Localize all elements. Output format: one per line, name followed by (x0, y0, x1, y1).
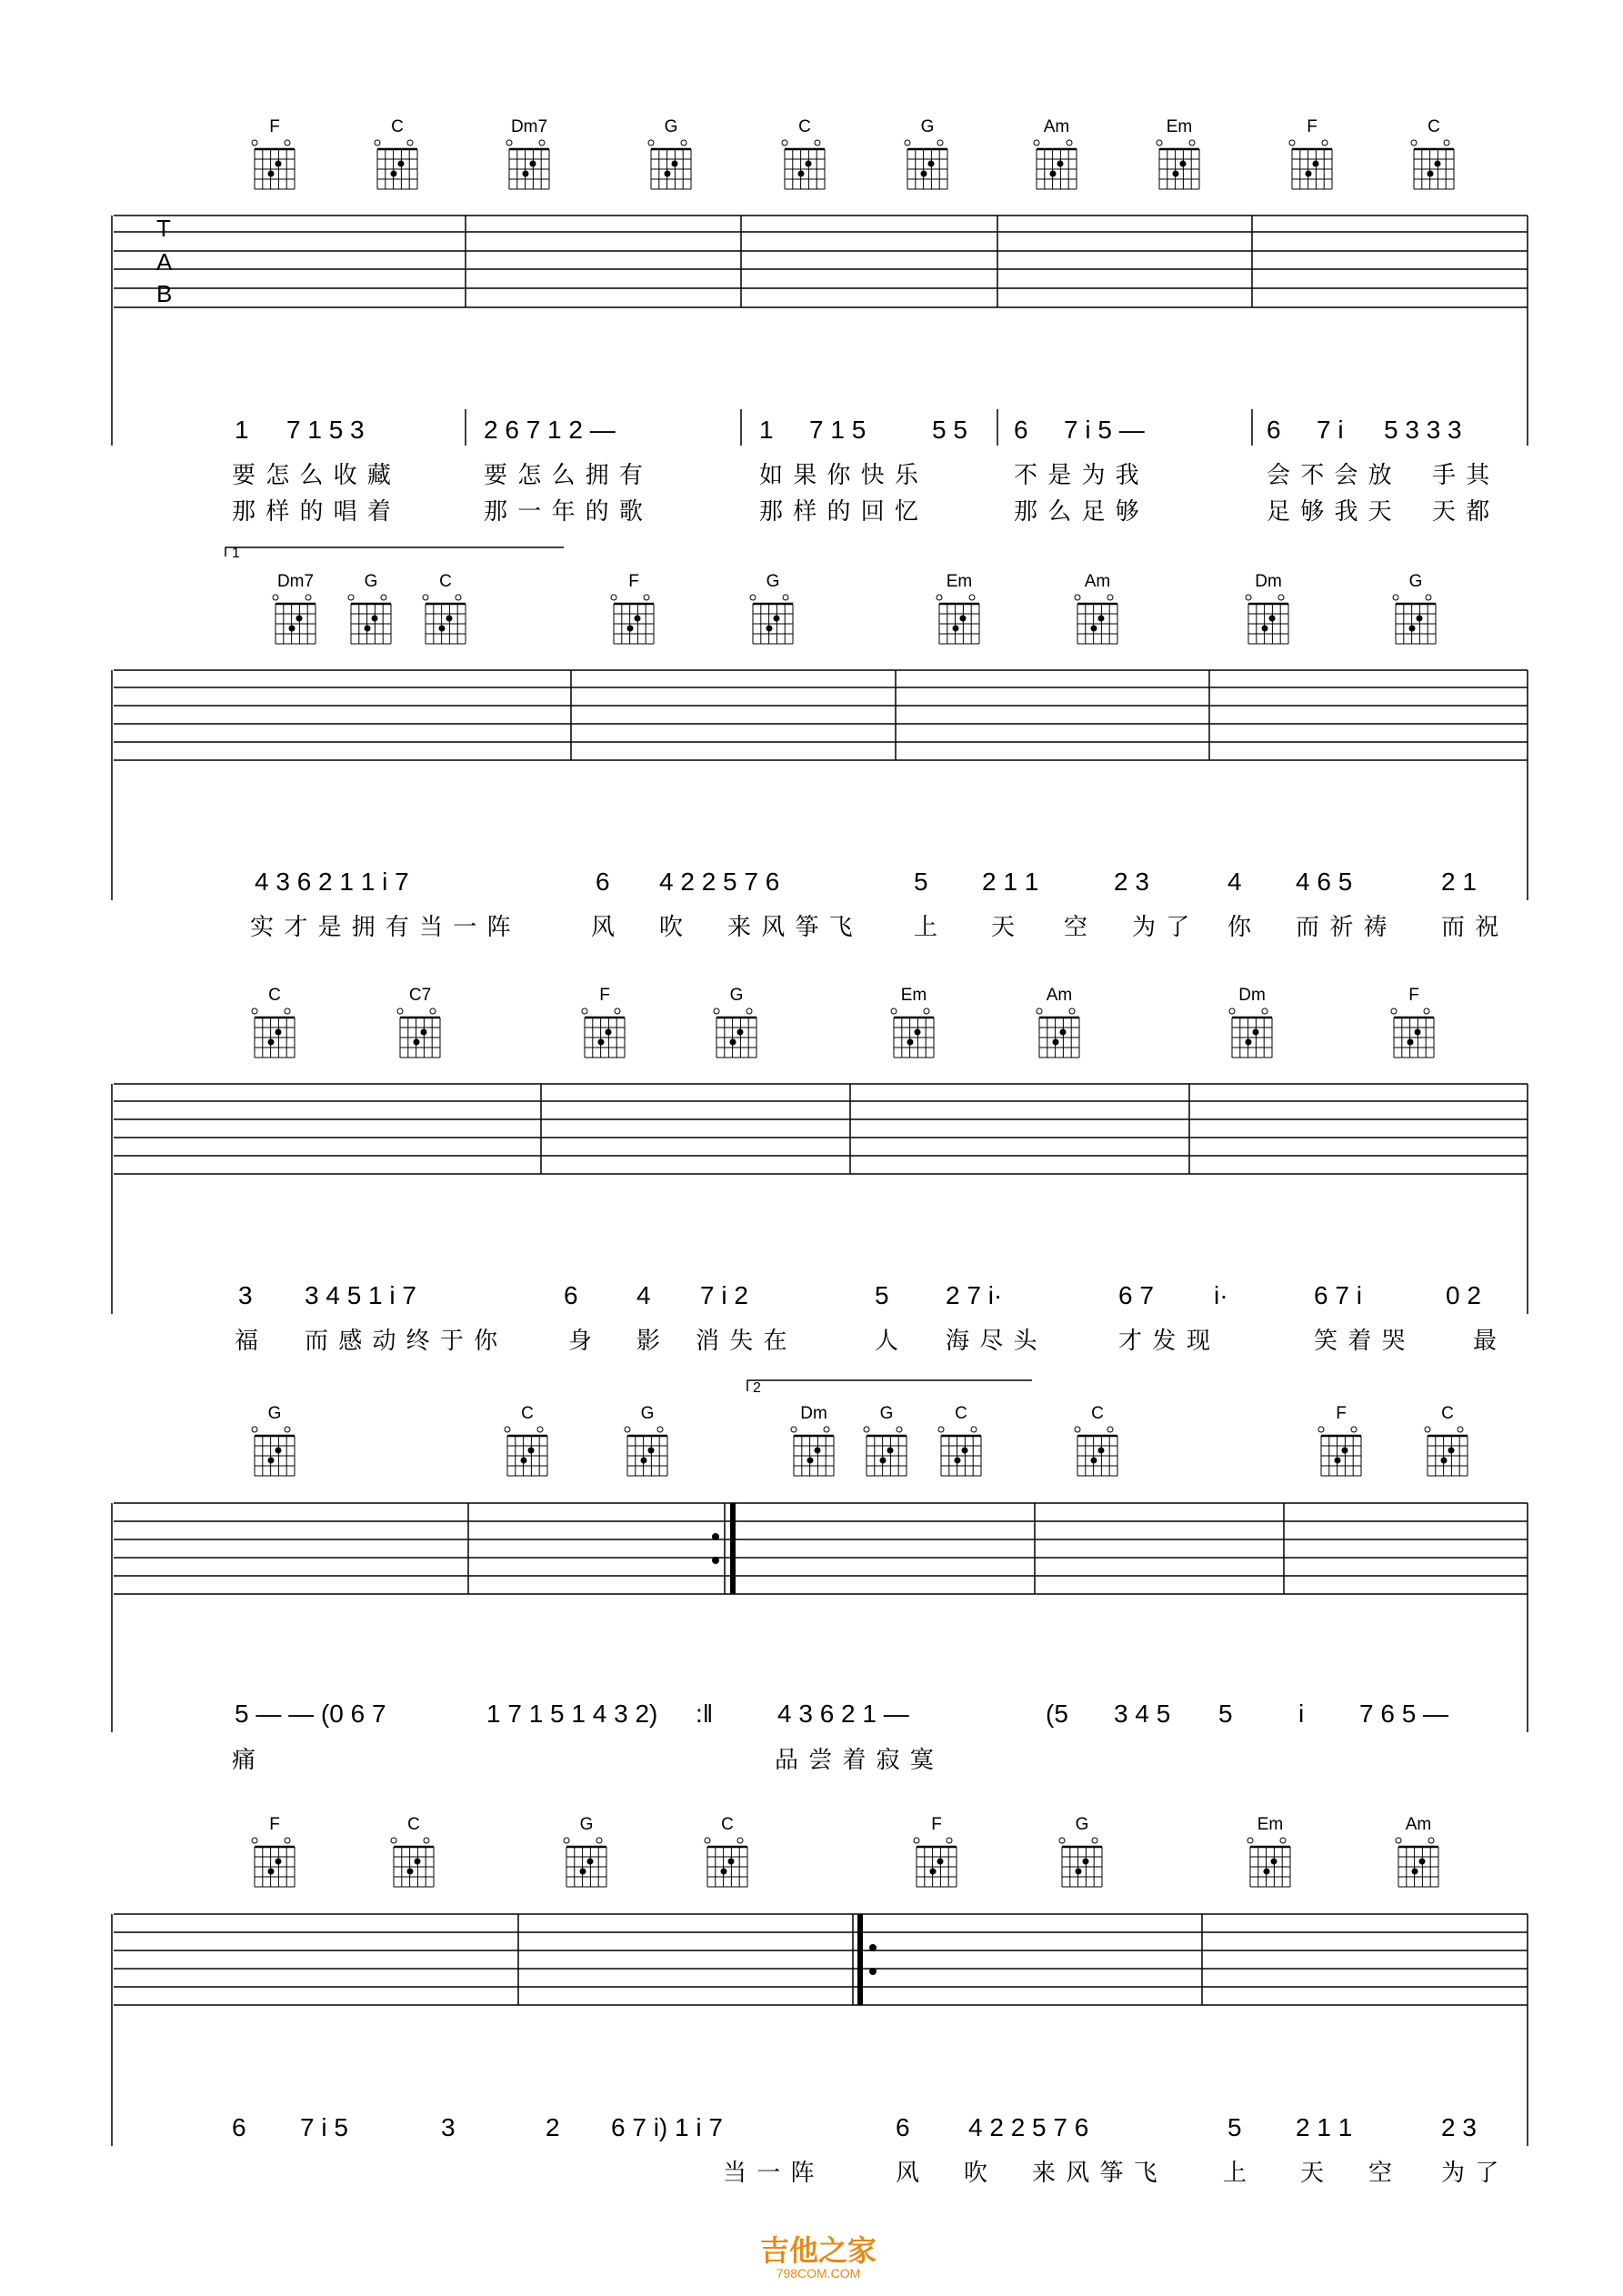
chord-diagram: F (597, 573, 670, 647)
chord-grid (1390, 1005, 1438, 1061)
chord-grid (863, 1423, 910, 1479)
chord-diagram: Dm (1232, 573, 1305, 647)
chord-diagram: Em (877, 987, 950, 1061)
chord-grid (1424, 1423, 1471, 1479)
chord-grid (347, 591, 395, 647)
chord-diagram: Am (1061, 573, 1134, 647)
chord-diagram: C (409, 573, 482, 647)
chord-grid (1392, 591, 1439, 647)
chord-diagram: Am (1020, 118, 1093, 193)
chord-grid (790, 1423, 837, 1479)
chord-grid (251, 136, 298, 193)
chord-diagram: C (1411, 1405, 1484, 1479)
watermark-logo: 吉他之家 (759, 2233, 877, 2268)
chord-diagram: Dm7 (493, 118, 566, 193)
chord-diagram: C (925, 1405, 997, 1479)
chord-grid (272, 591, 319, 647)
chord-diagram: C (768, 118, 841, 193)
chord-grid (1228, 1005, 1276, 1061)
chord-grid (251, 1423, 298, 1479)
chord-grid (704, 1834, 751, 1890)
chord-grid (647, 136, 695, 193)
lyrics-3: 福 而 感 动 终 于 你 身 影 消 失 在 人 海 尽 头 才 发 现 笑 着 哭 最 (235, 1327, 1499, 1354)
chord-grid (937, 1423, 985, 1479)
chord-grid (913, 1834, 960, 1890)
chord-diagram: Dm (777, 1405, 850, 1479)
chord-grid (890, 1005, 937, 1061)
chord-grid (936, 591, 983, 647)
chord-diagram: F (568, 987, 641, 1061)
lyrics-1b: 那 样 的 唱 着 那 一 年 的 歌 那 样 的 回 忆 那 么 足 够 足 够 我 天 天 都 (232, 497, 1492, 525)
chord-grid (396, 1005, 444, 1061)
watermark-url: 798COM.COM (776, 2266, 861, 2281)
chord-grid (374, 136, 421, 193)
site-watermark (746, 2228, 891, 2281)
chord-grid (251, 1834, 298, 1890)
chord-grid (422, 591, 469, 647)
chord-grid (1288, 136, 1336, 193)
chord-diagram: C (1398, 118, 1470, 193)
chord-diagram: F (1276, 118, 1348, 193)
chord-diagram: G (550, 1816, 623, 1890)
chord-diagram: G (635, 118, 707, 193)
chord-diagram: Dm (1216, 987, 1288, 1061)
lyrics-4: 痛 品 尝 着 寂 寞 (232, 1746, 936, 1773)
chord-diagram: Em (1234, 1816, 1307, 1890)
chord-diagram: C7 (384, 987, 456, 1061)
chord-grid (1058, 1834, 1106, 1890)
chord-grid (390, 1834, 437, 1890)
chord-diagram: G (891, 118, 964, 193)
chord-grid (1395, 1834, 1442, 1890)
chord-grid (1247, 1834, 1294, 1890)
chord-grid (610, 591, 657, 647)
chord-diagram: C (491, 1405, 564, 1479)
chord-grid (904, 136, 951, 193)
chord-diagram: Dm7 (259, 573, 332, 647)
chord-diagram: Em (1143, 118, 1216, 193)
chord-diagram: G (1046, 1816, 1118, 1890)
chord-diagram: Am (1023, 987, 1096, 1061)
chord-diagram: G (736, 573, 809, 647)
chord-row-1 (0, 118, 1623, 218)
chord-diagram: G (700, 987, 773, 1061)
chord-diagram: G (611, 1405, 684, 1479)
chord-diagram: G (850, 1405, 923, 1479)
lyrics-5: 当 一 阵 风 吹 来 风 筝 飞 上 天 空 为 了 (723, 2159, 1501, 2186)
chord-grid (1317, 1423, 1365, 1479)
chord-grid (1036, 1005, 1083, 1061)
chord-diagram: C (691, 1816, 764, 1890)
chord-grid (581, 1005, 628, 1061)
chord-diagram: G (335, 573, 407, 647)
numbered-notation-2: 4 3 6 2 1 1 i 7 6 4 2 2 5 7 6 5 2 1 1 2 3 4 4 6 5 2 1 (255, 867, 1477, 896)
chord-grid (1245, 591, 1292, 647)
chord-diagram: C (361, 118, 434, 193)
chord-diagram: Am (1382, 1816, 1455, 1890)
tab-letter-a: A (156, 248, 173, 276)
chord-diagram: F (1305, 1405, 1378, 1479)
chord-grid (624, 1423, 671, 1479)
chord-row-5 (0, 1816, 1623, 1916)
tab-letter-b: B (156, 280, 173, 307)
chord-row-2 (0, 573, 1623, 673)
chord-grid (1410, 136, 1458, 193)
lyrics-2: 实 才 是 拥 有 当 一 阵 风 吹 来 风 筝 飞 上 天 空 为 了 你 而 祈 祷 而 祝 (250, 913, 1501, 940)
chord-grid (1074, 591, 1121, 647)
chord-diagram: F (238, 118, 311, 193)
chord-grid (504, 1423, 551, 1479)
volta-2: 2 (753, 1380, 761, 1396)
chord-diagram: F (1378, 987, 1450, 1061)
chord-grid (563, 1834, 610, 1890)
numbered-notation-4: 5 — — (0 6 7 1 7 1 5 1 4 3 2) :‖ 4 3 6 2 1 — (5 3 4 5 5 i 7 6 5 — (235, 1699, 1449, 1728)
chord-diagram: C (238, 987, 311, 1061)
numbered-notation-3: 3 3 4 5 1 i 7 6 4 7 i 2 5 2 7 i· 6 7 i· 6 7 i 0 2 (238, 1281, 1481, 1309)
chord-grid (749, 591, 796, 647)
volta-1: 1 (232, 546, 240, 561)
chord-diagram: G (238, 1405, 311, 1479)
chord-grid (251, 1005, 298, 1061)
chord-grid (1033, 136, 1080, 193)
chord-grid (781, 136, 828, 193)
chord-grid (506, 136, 553, 193)
chord-grid (713, 1005, 760, 1061)
numbered-notation-5: 6 7 i 5 3 2 6 7 i) 1 i 7 6 4 2 2 5 7 6 5 2 1 1 2 3 (232, 2113, 1477, 2141)
chord-grid (1156, 136, 1203, 193)
chord-diagram: F (900, 1816, 973, 1890)
chord-row-3 (0, 987, 1623, 1087)
chord-diagram: G (1379, 573, 1452, 647)
chord-diagram: Em (923, 573, 996, 647)
lyrics-1a: 要 怎 么 收 藏 要 怎 么 拥 有 如 果 你 快 乐 不 是 为 我 会 不 会 放 手 其 (232, 461, 1492, 488)
chord-diagram: F (238, 1816, 311, 1890)
chord-diagram: C (377, 1816, 450, 1890)
tab-letter-t: T (156, 215, 171, 242)
chord-grid (1074, 1423, 1121, 1479)
numbered-notation-1: 1 7 1 5 3 2 6 7 1 2 — 1 7 1 5 5 5 6 7 i 5 — 6 7 i 5 3 3 3 (235, 416, 1462, 444)
chord-row-4 (0, 1405, 1623, 1505)
chord-diagram: C (1061, 1405, 1134, 1479)
